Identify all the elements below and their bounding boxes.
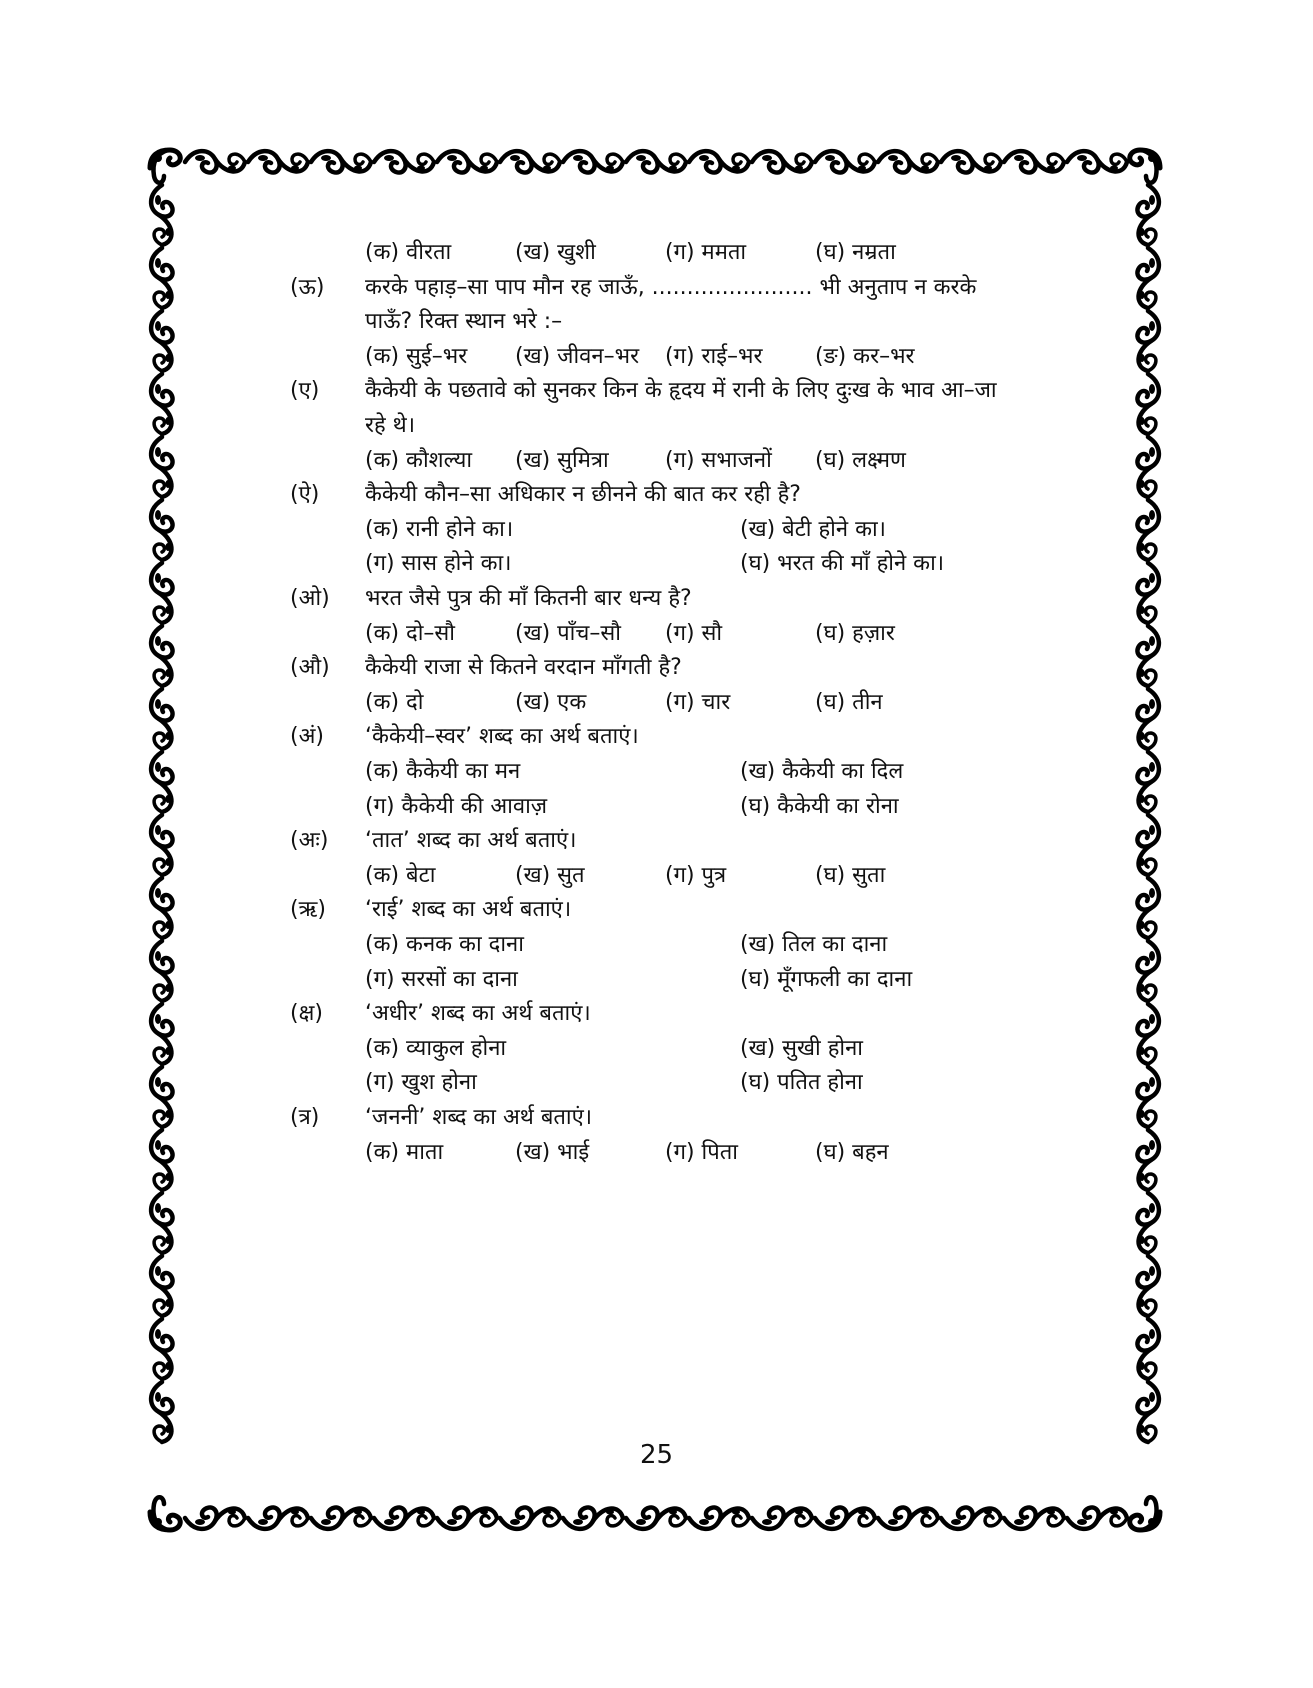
answer-option: (क) दो: [365, 690, 424, 715]
answer-option: (ग) खुश होना: [365, 1070, 477, 1095]
answer-option: (ग) सौ: [665, 621, 723, 646]
answer-option: (ख) जीवन–भर: [515, 344, 640, 369]
question-text-continued: पाऊँ? रिक्त स्थान भरे :–: [365, 309, 563, 334]
answer-option: (ख) सुमित्रा: [515, 448, 609, 473]
answer-option: (क) बेटा: [365, 863, 436, 888]
question-number: (क्ष): [290, 1001, 323, 1026]
answer-option: (क) वीरता: [365, 240, 452, 265]
answer-option: (ग) सभाजनों: [665, 448, 772, 473]
answer-option: (ग) पुत्र: [665, 863, 727, 888]
answer-option: (क) रानी होने का।: [365, 517, 514, 542]
answer-option: (ख) बेटी होने का।: [740, 517, 887, 542]
question-text: कैकेयी के पछतावे को सुनकर किन के हृदय में रानी के लिए दुःख के भाव आ–जा: [365, 378, 997, 403]
answer-option: (घ) नम्रता: [815, 240, 896, 265]
answer-option: (ग) सरसों का दाना: [365, 967, 518, 992]
answer-option: (घ) मूँगफली का दाना: [740, 967, 913, 992]
question-text: ‘जननी’ शब्द का अर्थ बताएं।: [365, 1105, 593, 1130]
answer-option: (घ) हज़ार: [815, 621, 895, 646]
answer-option: (ग) ममता: [665, 240, 747, 265]
question-text: ‘राई’ शब्द का अर्थ बताएं।: [365, 897, 572, 922]
answer-option: (क) कनक का दाना: [365, 932, 524, 957]
question-text: ‘अधीर’ शब्द का अर्थ बताएं।: [365, 1001, 591, 1026]
answer-option: (ख) भाई: [515, 1140, 590, 1165]
answer-option: (घ) तीन: [815, 690, 883, 715]
answer-option: (क) दो–सौ: [365, 621, 456, 646]
answer-option: (ङ) कर–भर: [815, 344, 915, 369]
answer-option: (क) व्याकुल होना: [365, 1036, 507, 1061]
answer-option: (ग) चार: [665, 690, 731, 715]
question-number: (अः): [290, 828, 329, 853]
answer-option: (क) कौशल्या: [365, 448, 473, 473]
question-text-continued: रहे थे।: [365, 413, 416, 438]
question-number: (अं): [290, 724, 324, 749]
answer-option: (ग) कैकेयी की आवाज़: [365, 794, 548, 819]
answer-option: (ग) राई–भर: [665, 344, 763, 369]
answer-option: (ख) एक: [515, 690, 587, 715]
question-text: करके पहाड़–सा पाप मौन रह जाऊँ, ....................... भी अनुताप न करके: [365, 275, 977, 300]
answer-option: (क) कैकेयी का मन: [365, 759, 521, 784]
answer-option: (घ) भरत की माँ होने का।: [740, 551, 945, 576]
question-text: ‘तात’ शब्द का अर्थ बताएं।: [365, 828, 577, 853]
question-number: (औ): [290, 655, 330, 680]
question-number: (ए): [290, 378, 320, 403]
question-number: (त्र): [290, 1105, 320, 1130]
answer-option: (ग) पिता: [665, 1140, 738, 1165]
answer-option: (ख) तिल का दाना: [740, 932, 888, 957]
answer-option: (घ) पतित होना: [740, 1070, 863, 1095]
answer-option: (ख) खुशी: [515, 240, 596, 265]
question-number: (ऊ): [290, 275, 325, 300]
answer-option: (ख) सुखी होना: [740, 1036, 864, 1061]
answer-option: (ख) सुत: [515, 863, 585, 888]
question-number: (ओ): [290, 586, 330, 611]
page-number: 25: [639, 1440, 674, 1470]
question-text: ‘कैकेयी–स्वर’ शब्द का अर्थ बताएं।: [365, 724, 639, 749]
answer-option: (घ) कैकेयी का रोना: [740, 794, 899, 819]
question-number: (ऋ): [290, 897, 326, 922]
answer-option: (ख) कैकेयी का दिल: [740, 759, 904, 784]
question-text: कैकेयी कौन–सा अधिकार न छीनने की बात कर रही है?: [365, 482, 801, 507]
answer-option: (ख) पाँच–सौ: [515, 621, 621, 646]
question-number: (ऐ): [290, 482, 320, 507]
answer-option: (घ) सुता: [815, 863, 886, 888]
question-text: भरत जैसे पुत्र की माँ कितनी बार धन्य है?: [365, 586, 692, 611]
question-text: कैकेयी राजा से कितने वरदान माँगती है?: [365, 655, 682, 680]
answer-option: (क) सुई–भर: [365, 344, 468, 369]
answer-option: (घ) लक्ष्मण: [815, 448, 906, 473]
answer-option: (ग) सास होने का।: [365, 551, 512, 576]
answer-option: (घ) बहन: [815, 1140, 889, 1165]
answer-option: (क) माता: [365, 1140, 444, 1165]
